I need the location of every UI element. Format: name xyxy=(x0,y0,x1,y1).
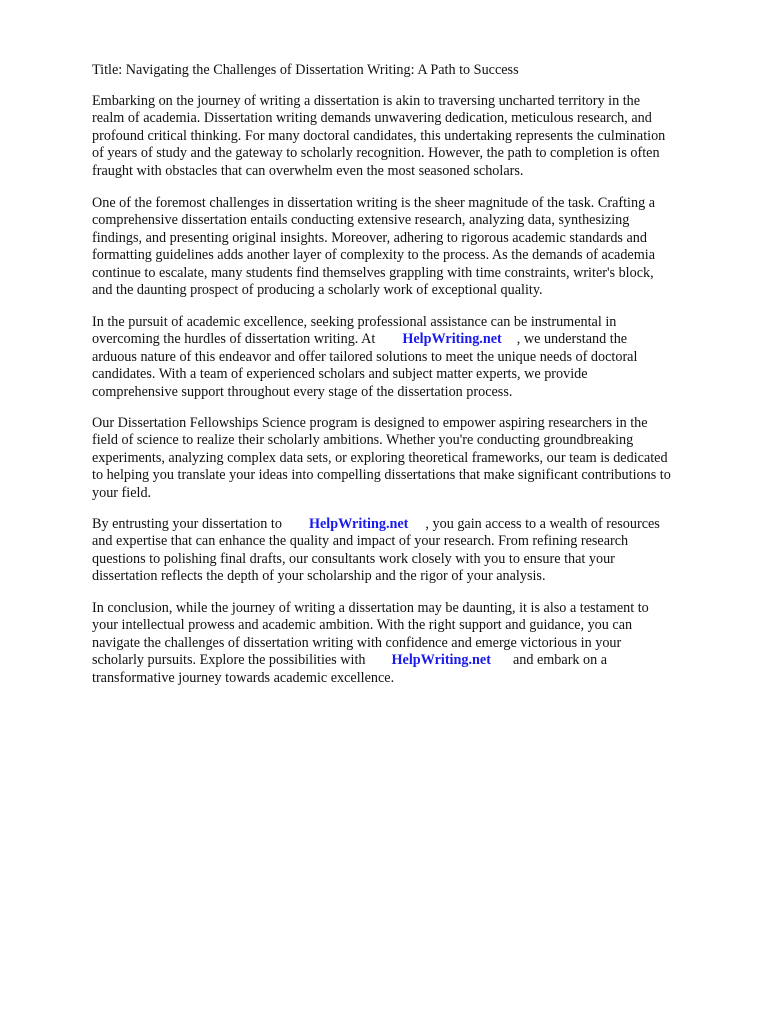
paragraph-line: dissertation reflects the depth of your scholarship and the rigor of your analysis. xyxy=(92,568,546,585)
paragraph-challenges xyxy=(92,195,732,299)
line-text: overcoming the hurdles of dissertation writing. At xyxy=(92,331,376,348)
paragraph-line: experiments, analyzing complex data sets, or exploring theoretical frameworks, our team is dedicated xyxy=(92,449,668,466)
paragraph-line: comprehensive support throughout every stage of the dissertation process. xyxy=(92,383,513,400)
line-text: , we understand the xyxy=(516,331,628,348)
paragraph-line: Our Dissertation Fellowships Science program is designed to empower aspiring researchers in the xyxy=(92,415,648,431)
paragraph-line: candidates. With a team of experienced scholars and subject matter experts, we provide xyxy=(92,366,588,383)
helpwriting-link[interactable]: HelpWriting.net xyxy=(402,331,502,348)
paragraph-line: findings, and presenting original insights. Moreover, adhering to rigorous academic standards and xyxy=(92,229,647,246)
document-title: Title: Navigating the Challenges of Dissertation Writing: A Path to Success xyxy=(92,62,519,78)
line-text: and embark on a xyxy=(512,652,608,669)
paragraph-line xyxy=(92,516,732,533)
paragraph-line: your intellectual prowess and academic ambition. With the right support and guidance, you can xyxy=(92,617,633,634)
paragraph-entrusting xyxy=(92,516,732,586)
paragraph-line: to helping you translate your ideas into compelling dissertations that make significant contributions to xyxy=(92,467,671,484)
paragraph-line: profound critical thinking. For many doctoral candidates, this undertaking represents the culmination xyxy=(92,127,666,144)
line-text: scholarly pursuits. Explore the possibilities with xyxy=(92,652,366,669)
paragraph-line: One of the foremost challenges in dissertation writing is the sheer magnitude of the task. Crafting a xyxy=(92,195,656,211)
paragraph-line: of years of study and the gateway to scholarly recognition. However, the path to completion is often xyxy=(92,145,660,162)
paragraph-line: In the pursuit of academic excellence, seeking professional assistance can be instrumental in xyxy=(92,314,617,330)
paragraph-line: realm of academia. Dissertation writing demands unwavering dedication, meticulous research, and xyxy=(92,110,652,127)
paragraph-line: your field. xyxy=(92,484,152,501)
paragraph-line: field of science to realize their scholarly ambitions. Whether you're conducting groundbreaking xyxy=(92,432,634,449)
paragraph-line: questions to polishing final drafts, our consultants work closely with you to ensure that your xyxy=(92,550,615,567)
paragraph-conclusion xyxy=(92,600,732,687)
paragraph-assistance xyxy=(92,314,732,401)
paragraph-line: comprehensive dissertation entails conducting extensive research, analyzing data, synthesizing xyxy=(92,212,630,229)
paragraph-line: and the daunting prospect of producing a scholarly work of exceptional quality. xyxy=(92,282,543,299)
paragraph-line: In conclusion, while the journey of writing a dissertation may be daunting, it is also a testament to xyxy=(92,600,649,616)
paragraph-line xyxy=(92,652,732,669)
paragraph-line: arduous nature of this endeavor and offer tailored solutions to meet the unique needs of doctoral xyxy=(92,348,638,365)
paragraph-line: Embarking on the journey of writing a dissertation is akin to traversing uncharted territory in the xyxy=(92,93,641,109)
helpwriting-link[interactable]: HelpWriting.net xyxy=(308,516,409,532)
paragraph-line: formatting guidelines adds another layer of complexity to the process. As the demands of academia xyxy=(92,247,655,264)
paragraph-line: transformative journey towards academic excellence. xyxy=(92,669,395,686)
paragraph-program xyxy=(92,415,732,502)
line-text: , you gain access to a wealth of resources xyxy=(425,516,660,532)
paragraph-line xyxy=(92,331,732,348)
paragraph-line: continue to escalate, many students find themselves grappling with time constraints, writer's block, xyxy=(92,264,654,281)
paragraph-line: navigate the challenges of dissertation writing with confidence and emerge victorious in your xyxy=(92,634,622,651)
paragraph-line: and expertise that can enhance the quality and impact of your research. From refining research xyxy=(92,533,629,550)
line-text: By entrusting your dissertation to xyxy=(92,516,282,532)
helpwriting-link[interactable]: HelpWriting.net xyxy=(391,652,491,669)
paragraph-intro xyxy=(92,93,732,180)
paragraph-line: fraught with obstacles that can overwhelm even the most seasoned scholars. xyxy=(92,162,524,179)
